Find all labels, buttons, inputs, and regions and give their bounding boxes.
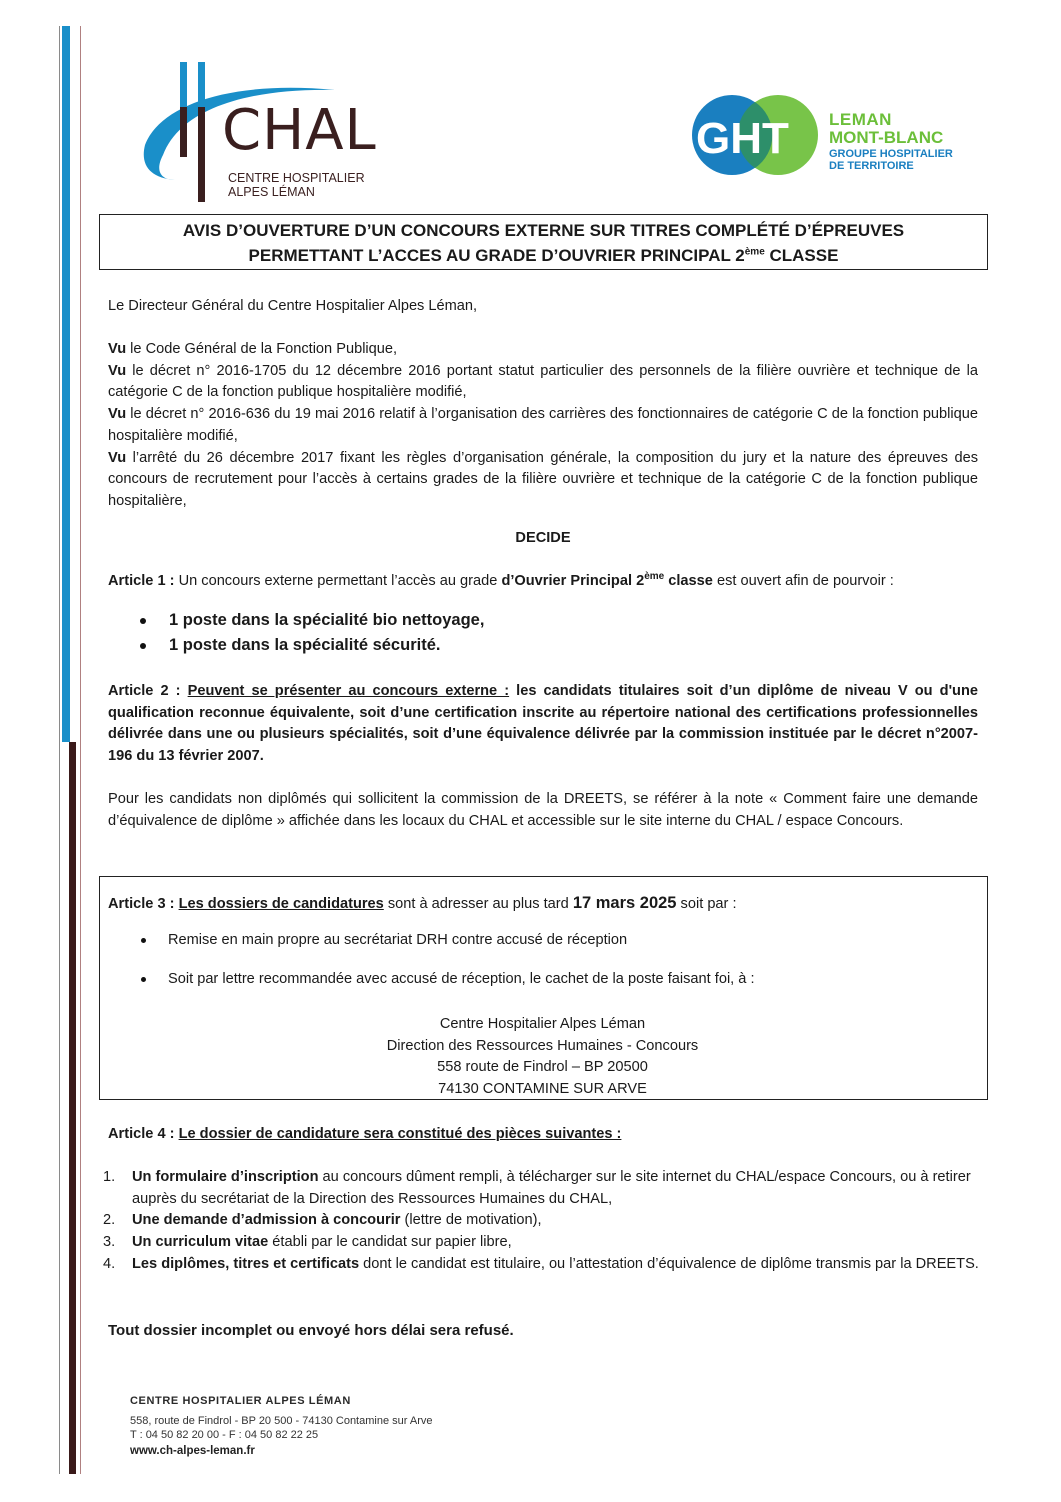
post-text: 1 poste dans la spécialité sécurité. — [169, 636, 441, 654]
ght-line3: GROUPE HOSPITALIER — [829, 148, 953, 160]
item-title: Un curriculum vitae — [132, 1234, 269, 1251]
article-1-text-end: est ouvert afin de pourvoir : — [712, 573, 894, 589]
consideration-text: le décret n° 2016-636 du 19 mai 2016 relatif à l’organisation des carrières des fonctionnaires de catégorie C de la fonction publique hospitalière modifié, — [108, 406, 978, 444]
article-2 — [108, 681, 978, 768]
item-text: au concours dûment rempli, à télécharger sur le site internet du CHAL/espace Concours, ou à retirer auprès du secrétariat de la Direction des Ressources Humaines du CHAL, — [132, 1169, 971, 1207]
vu-label: Vu — [108, 406, 127, 423]
article-3 — [108, 893, 978, 916]
article-2-label: Article 2 : — [108, 683, 181, 699]
article-1-label: Article 1 : — [108, 573, 175, 589]
article-1 — [108, 571, 1008, 593]
article-1-superscript: ème — [644, 571, 665, 583]
title-line2 — [100, 243, 987, 268]
side-rule-thin-right — [80, 26, 81, 1474]
document-item — [103, 1210, 1003, 1232]
ght-logo-icon — [690, 95, 820, 175]
article-2-note: Pour les candidats non diplômés qui sollicitent la commission de la DREETS, se référer à la note « Comment faire une demande d’équivalence de diplôme » affichée dans les locaux du CHAL et accessible sur le site interne du CHAL / espace Concours. — [108, 791, 978, 829]
ght-line4: DE TERRITOIRE — [829, 160, 914, 172]
intro-line: Le Directeur Général du Centre Hospitalier Alpes Léman, — [108, 298, 478, 314]
side-bar-brown — [69, 742, 76, 1474]
bullet-icon — [141, 938, 146, 943]
item-title: Un formulaire d’inscription — [132, 1169, 319, 1185]
decide-heading: DECIDE — [515, 530, 571, 546]
required-documents-list — [103, 1167, 1003, 1276]
svg-text:GHT: GHT — [696, 114, 789, 163]
article-4 — [108, 1124, 978, 1146]
item-text: (lettre de motivation), — [400, 1212, 542, 1229]
footer-phone: T : 04 50 82 20 00 - F : 04 50 82 22 25 — [130, 1429, 319, 1441]
title-line2-end: CLASSE — [764, 246, 839, 265]
post-item — [140, 633, 484, 658]
address-line: 74130 CONTAMINE SUR ARVE — [438, 1081, 647, 1098]
post-item — [140, 608, 484, 633]
chal-logo-subtitle — [228, 171, 365, 199]
article-2-text: les candidats titulaires soit d’un diplôme de niveau V ou d'une qualification reconnue équivalente, soit d’une certification inscrite au répertoire national des certifications professionnelles délivrée dans une ou plusieurs spécialités, soit d’une équivalence délivrée par la commission instituée par le décret n°2007-196 du 13 février 2007. — [108, 683, 978, 765]
item-text: établi par le candidat sur papier libre, — [268, 1234, 512, 1251]
article-4-heading: Le dossier de candidature sera constitué des pièces suivantes : — [178, 1126, 622, 1142]
title-line1: AVIS D’OUVERTURE D’UN CONCOURS EXTERNE SUR TITRES COMPLÉTÉ D’ÉPREUVES — [182, 221, 905, 240]
consideration-text: le Code Général de la Fonction Publique, — [126, 341, 398, 357]
footer — [130, 1394, 432, 1458]
bullet-icon — [141, 977, 146, 982]
deadline-date: 17 mars 2025 — [572, 894, 677, 912]
submission-method-text: Soit par lettre recommandée avec accusé de réception, le cachet de la poste faisant foi, à : — [168, 971, 755, 987]
chal-subtitle-line2: ALPES LÉMAN — [228, 185, 315, 199]
incomplete-file-warning: Tout dossier incomplet ou envoyé hors délai sera refusé. — [108, 1322, 514, 1339]
article-1-posts — [140, 608, 484, 658]
bullet-icon — [140, 618, 146, 624]
document-item — [103, 1254, 1003, 1276]
chal-logo-name: CHAL — [222, 98, 377, 163]
vu-label: Vu — [108, 341, 127, 357]
item-number: 2. — [103, 1212, 116, 1229]
vu-label: Vu — [108, 449, 127, 466]
post-text: 1 poste dans la spécialité bio nettoyage, — [169, 611, 485, 629]
considerations — [108, 339, 978, 513]
item-text: dont le candidat est titulaire, ou l’attestation d’équivalence de diplôme transmis par la DREETS. — [359, 1255, 979, 1272]
consideration-text: le décret n° 2016-1705 du 12 décembre 2016 portant statut particulier des personnels de la filière ouvrière et technique de la catégorie C de la fonction publique hospitalière modifié, — [108, 362, 978, 401]
submission-method — [141, 932, 627, 948]
article-3-text-end: soit par : — [676, 896, 737, 912]
article-1-text: Un concours externe permettant l’accès au grade — [174, 573, 502, 589]
consideration-item — [108, 361, 978, 404]
article-2-heading: Peuvent se présenter au concours externe : — [187, 683, 510, 699]
footer-org: CENTRE HOSPITALIER ALPES LÉMAN — [130, 1395, 351, 1407]
document-item — [103, 1232, 1003, 1254]
document-title — [99, 214, 988, 270]
title-superscript: ème — [744, 246, 765, 258]
ght-line2: MONT-BLANC — [829, 128, 944, 147]
footer-website-link[interactable]: www.ch-alpes-leman.fr — [130, 1445, 255, 1457]
submission-method — [141, 971, 755, 987]
chal-subtitle-line1: CENTRE HOSPITALIER — [228, 171, 365, 185]
article-1-grade: d’Ouvrier Principal 2 — [501, 573, 645, 589]
article-1-grade-end: classe — [664, 573, 713, 589]
item-title: Une demande d’admission à concourir — [132, 1212, 401, 1229]
address-line: Direction des Ressources Humaines - Concours — [386, 1037, 699, 1054]
consideration-item — [108, 448, 978, 513]
article-4-label: Article 4 : — [108, 1126, 175, 1142]
address-line: Centre Hospitalier Alpes Léman — [439, 1016, 646, 1032]
item-number: 3. — [103, 1234, 116, 1251]
bullet-icon — [140, 643, 146, 649]
footer-address: 558, route de Findrol - BP 20 500 - 74130 Contamine sur Arve — [130, 1415, 433, 1427]
article-3-text: sont à adresser au plus tard — [383, 896, 573, 912]
ght-line1: LEMAN — [829, 110, 892, 129]
ght-logo-text — [829, 111, 953, 172]
item-number: 1. — [103, 1169, 116, 1185]
document-item — [103, 1167, 1003, 1210]
title-line2-text: PERMETTANT L’ACCES AU GRADE D’OUVRIER PRINCIPAL 2 — [248, 246, 745, 265]
consideration-item — [108, 404, 978, 447]
mailing-address — [300, 1014, 785, 1101]
address-line: 558 route de Findrol – BP 20500 — [437, 1059, 648, 1076]
item-title: Les diplômes, titres et certificats — [132, 1255, 360, 1272]
submission-method-text: Remise en main propre au secrétariat DRH contre accusé de réception — [168, 932, 628, 948]
article-3-label: Article 3 : — [108, 896, 175, 912]
side-rule-thin-left — [59, 26, 60, 1474]
consideration-item — [108, 339, 978, 361]
consideration-text: l’arrêté du 26 décembre 2017 fixant les règles d’organisation générale, la composition du jury et la nature des épreuves des concours de recrutement pour l’accès à certains grades de la filière ouvrière et technique de la catégorie C de la fonction publique hospitalière, — [108, 449, 978, 509]
item-number: 4. — [103, 1255, 116, 1272]
vu-label: Vu — [108, 362, 127, 379]
article-3-heading: Les dossiers de candidatures — [178, 896, 384, 912]
side-bar-blue — [62, 26, 70, 742]
